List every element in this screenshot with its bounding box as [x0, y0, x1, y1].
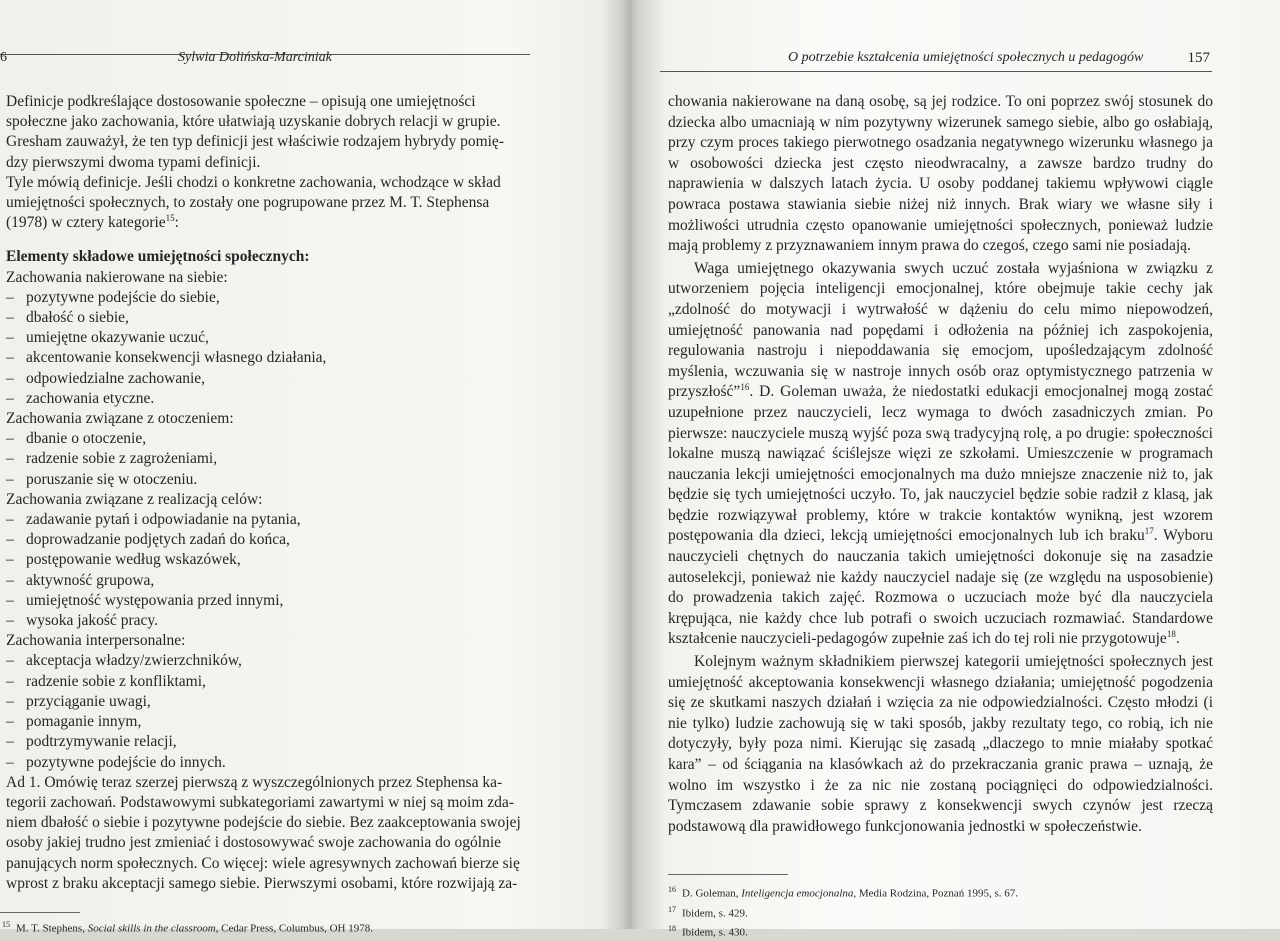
footnote: $^{18}$ Ibidem, s. 430.	[668, 924, 748, 939]
paragraph: chowania nakierowane na daną osobę, są jej rodzice. To oni poprzez swój stosunek do dziecka albo umacniają w nim pozytywny wizerunek samego siebie, albo go osłabiają, przy czym proces takiego pierwotnego osadzania negatywnego wizerunku własnego ja w osobowości dziecka jest często nieodwracalny, a zawsze bardzo trudny do naprawienia w dalszych latach życia. U osoby poddanej takiemu wpływowi ciągle powraca postawa stawiania siebie niżej niż innych. Brak wiary we własne siły i możliwości utrudnia często opanowanie umiejętności społecznych, ponieważ ludzie mają problemy z przyznawaniem innym prawa do czegoś, czego sami nie posiadają.	[668, 93, 1213, 255]
list-item: – doprowadzanie podjętych zadań do końca,	[6, 531, 290, 549]
right-running-head	[660, 50, 1212, 72]
category-self	[6, 268, 526, 409]
text-line: wprost z braku akceptacji samego siebie. Pierwszymi osobami, które rozwijają za-	[6, 874, 518, 892]
category-title: Zachowania nakierowane na siebie:	[6, 268, 228, 286]
list-item: – pozytywne podejście do siebie,	[6, 288, 220, 306]
left-footnote	[2, 917, 562, 937]
footnote-rest: , Cedar Press, Columbus, OH 1978.	[215, 922, 373, 935]
list-item: – poruszanie się w otoczeniu.	[6, 470, 198, 488]
list-item: – radzenie sobie z zagrożeniami,	[6, 450, 218, 468]
left-running-title: Sylwia Dolińska-Marciniak	[178, 50, 332, 65]
text-line: panujących norm społecznych. Co więcej: wiele agresywnych zachowań bierze się	[6, 854, 520, 872]
paragraph: Waga umiejętnego okazywania swych uczuć została wyjaśniona w związku z utworzeniem pojęcia inteligencji emocjonalnej, które obejmuje takie cechy jak „zdolność do motywacji i wytrwałość w dążeniu do celu mimo niepowodzeń, umiejętność panowania nad popędami i odłożenia na później ich zaspokojenia, regulowania nastroju i niepoddawania się emocjom, upośledzającym zdolność myślenia, wczuwania się w nastroje innych osób oraz optymistycznego patrzenia w przyszłość”$^{16}$. D. Goleman uważa, że niedostatki edukacji emocjonalnej mogą zostać uzupełnione przez nauczycieli, lecz wymaga to dwóch zasadniczych zmian. Po pierwsze: nauczyciele muszą wyjść poza swą tradycyjną rolę, a po drugie: społeczności lokalne muszą nawiązać ściślejsze więzi ze szkołami. Umieszczenie w programach nauczania lekcji umiejętności emocjonalnych ma dużo mniejsze znaczenie niż to, jak będzie się tych umiejętności uczyło. To, jak nauczyciel będzie sobie radził z klasą, jak będzie rozwiązywał problemy, które w trakcie kontaktów wynikną, jest wzorem postępowania dla dzieci, lekcją umiejętności emocjonalnych lub ich braku$^{17}$. Wyboru nauczycieli chętnych do nauczania takich umiejętności dokonuje się na zasadzie autoselekcji, ponieważ nie każdy nauczyciel nadaje się (ze względu na usposobienie) do prowadzenia takich zajęć. Rozmowa o uczuciach może być dla nauczyciela krępująca, nie każdy chce lub potrafi o swoich uczuciach rozmawiać. Standardowe kształcenie nauczycieli-pedagogów zupełnie zaś ich do tej roli nie przygotowuje$^{18}$.	[668, 259, 1213, 648]
text-line: Gresham zauważył, że ten typ definicji jest właściwie rodzajem hybrydy pomię-	[6, 133, 504, 151]
text-line: dzy pierwszymi dwoma typami definicji.	[6, 153, 261, 171]
footnote-title: Social skills in the classroom	[87, 922, 216, 935]
text-line: umiejętności społecznych, to zostały one pogrupowane przez M. T. Stephensa	[6, 194, 490, 212]
left-page	[0, 0, 600, 935]
category-goals	[6, 490, 526, 631]
closing-paragraph	[6, 773, 526, 894]
text-line: Definicje podkreślające dostosowanie społeczne – opisują one umiejętności	[6, 93, 476, 110]
footnote-rule	[0, 912, 80, 913]
text-line: Ad 1. Omówię teraz szerzej pierwszą z wyszczególnionych przez Stephensa ka-	[6, 773, 503, 791]
list-item: – postępowanie według wskazówek,	[6, 551, 241, 569]
category-title: Zachowania związane z realizacją celów:	[6, 490, 263, 508]
footnote-author: M. T. Stephens,	[16, 922, 88, 935]
list-item: – dbanie o otoczenie,	[6, 430, 147, 448]
footnote-ref: 18	[1166, 629, 1176, 640]
section-title: Elementy składowe umiejętności społecznych:	[6, 248, 310, 266]
list-item: – podtrzymywanie relacji,	[6, 733, 177, 751]
list-item: – akcentowanie konsekwencji własnego działania,	[6, 349, 327, 367]
category-interpersonal	[6, 631, 526, 772]
text-line-tail: :	[174, 214, 179, 232]
text-line: osoby jakiej trudno jest zmieniać i dostosowywać swoje zachowania do ogólnie	[6, 834, 502, 852]
right-page	[630, 0, 1280, 939]
list-item: – umiejętność występowania przed innymi,	[6, 591, 284, 609]
footnote: $^{16}$ D. Goleman, Inteligencja emocjonalna, Media Rodzina, Poznań 1995, s. 67.	[668, 885, 1019, 900]
text-line: Tyle mówią definicje. Jeśli chodzi o konkretne zachowania, wchodzące w skład	[6, 173, 501, 191]
left-running-head	[0, 50, 530, 65]
footnote-ref: 15	[165, 213, 175, 224]
footnote: $^{17}$ Ibidem, s. 429.	[668, 904, 748, 920]
text-line: tegorii zachowań. Podstawowymi subkategoriami zawartymi w niej są moim zda-	[6, 793, 514, 811]
footnote-ref: 17	[1144, 526, 1154, 537]
list-item: – przyciąganie uwagi,	[6, 692, 151, 710]
right-page-body	[668, 92, 1213, 837]
list-item: – zadawanie pytań i odpowiadanie na pytania,	[6, 511, 301, 529]
category-title: Zachowania związane z otoczeniem:	[6, 410, 234, 428]
list-item: – wysoka jakość pracy.	[6, 612, 158, 630]
footnote-number: 15	[2, 920, 10, 929]
list-item: – aktywność grupowa,	[6, 571, 155, 589]
footnote-rule	[668, 874, 788, 875]
text-line-segment: (1978) w cztery kategorie	[6, 214, 166, 232]
intro-paragraph	[6, 92, 526, 233]
list-item: – dbałość o siebie,	[6, 309, 129, 327]
right-page-number: 157	[1187, 50, 1210, 66]
list-item: – umiejętne okazywanie uczuć,	[6, 329, 209, 347]
text-line: niem dbałość o siebie i pozytywne podejście do siebie. Bez zaakceptowania swojej	[6, 814, 521, 832]
right-running-title: O potrzebie kształcenia umiejętności społecznych u pedagogów	[788, 50, 1144, 65]
left-page-number: 6	[0, 50, 7, 65]
right-footnotes	[668, 882, 1213, 941]
text-line: społeczne jako zachowania, które ułatwiają uzyskanie dobrych relacji w grupie.	[6, 113, 501, 131]
footnote-ref: 16	[740, 382, 750, 393]
text-line	[6, 213, 526, 233]
category-title: Zachowania interpersonalne:	[6, 632, 186, 650]
left-page-body	[6, 92, 526, 894]
paragraph: Kolejnym ważnym składnikiem pierwszej kategorii umiejętności społecznych jest umiejętność akceptowania konsekwencji własnego działania; umiejętność pogodzenia się ze skutkami naszych działań i wzięcia za nie odpowiedzialności. Często młodzi (i nie tylko) ludzie zachowują się w taki sposób, jakby rezultaty tego, co robią, ich nie dotyczyły, były poza nimi. Kierując się zasadą „dlaczego to mnie miałaby spotkać kara” – od ściągania na klasówkach aż do przekraczania granic prawa – uznają, że wolno im wszystko i że za nic nie zostaną pociągnięci do odpowiedzialności. Tymczasem zdawanie sobie sprawy z konsekwencji swych czynów jest rzeczą podstawową dla prawidłowego funkcjonowania jednostki w społeczeństwie.	[668, 653, 1213, 835]
list-item: – odpowiedzialne zachowanie,	[6, 369, 206, 387]
list-item: – pozytywne podejście do innych.	[6, 753, 226, 771]
list-item: – akceptacja władzy/zwierzchników,	[6, 652, 242, 670]
list-item: – radzenie sobie z konfliktami,	[6, 672, 206, 690]
list-item: – zachowania etyczne.	[6, 389, 155, 407]
list-item: – pomaganie innym,	[6, 713, 142, 731]
category-environment	[6, 409, 526, 490]
